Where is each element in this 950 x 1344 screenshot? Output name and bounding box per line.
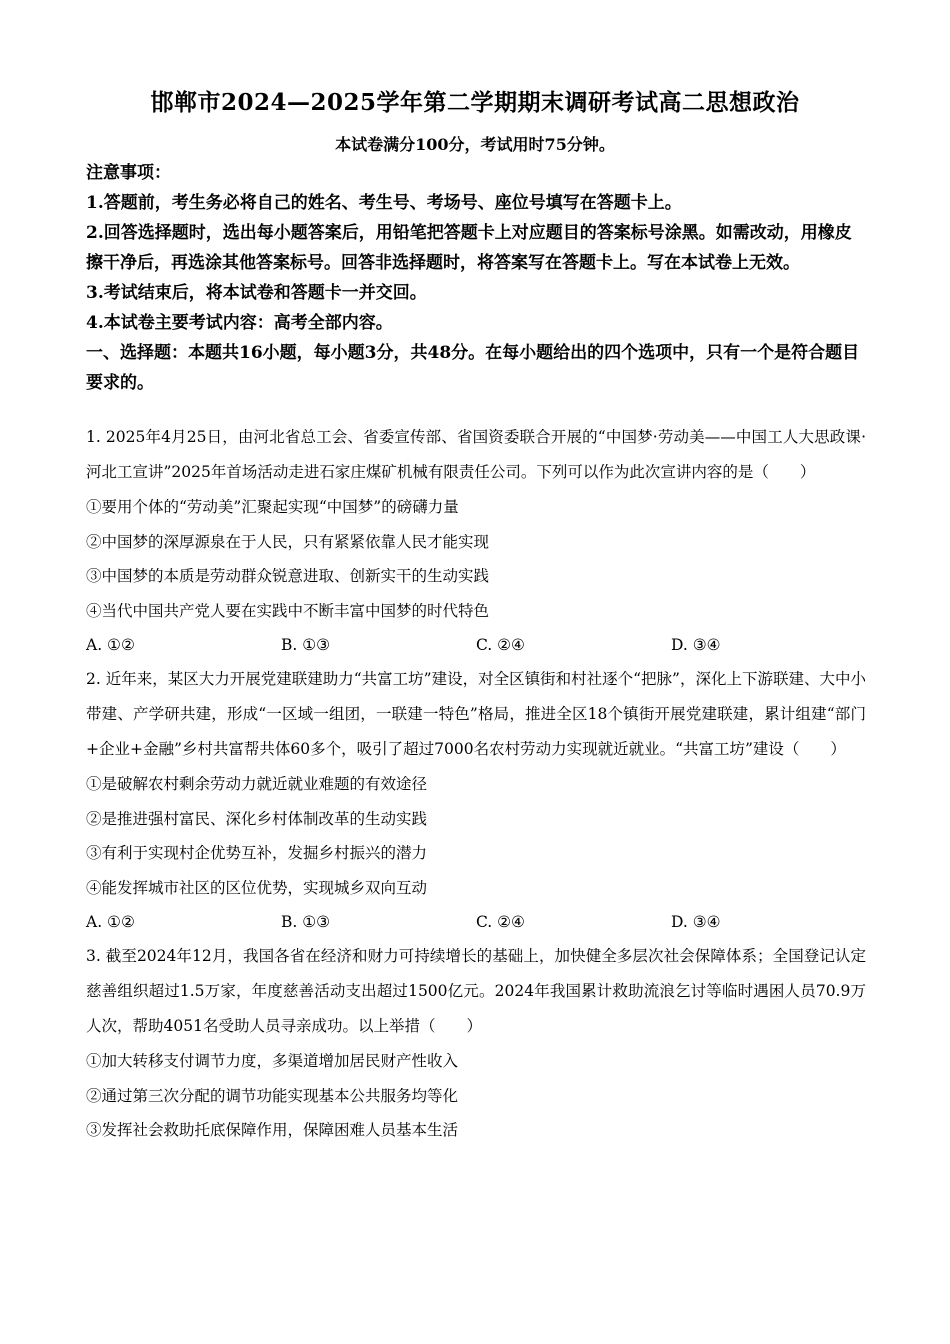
answer-choices bbox=[86, 905, 866, 939]
note-item: 2.回答选择题时，选出每小题答案后，用铅笔把答题卡上对应题目的答案标号涂黑。如需改动，用橡皮擦干净后，再选涂其他答案标号。回答非选择题时，将答案写在答题卡上。写在本试卷上无效。 bbox=[86, 223, 852, 273]
choice-b: B. ①③ bbox=[281, 636, 331, 654]
question-option: ①加大转移支付调节力度，多渠道增加居民财产性收入 bbox=[86, 1052, 459, 1070]
question-stem: 3. 截至2024年12月，我国各省在经济和财力可持续增长的基础上，加快健全多层次社会保障体系；全国登记认定慈善组织超过1.5万家，年度慈善活动支出超过1500亿元。2024年我国累计救助流浪乞讨等临时遇困人员70.9万人次，帮助4051名受助人员寻亲成功。以上举措（ ） bbox=[86, 947, 866, 1035]
note-item: 4.本试卷主要考试内容：高考全部内容。 bbox=[86, 313, 393, 333]
question-stem: 1. 2025年4月25日，由河北省总工会、省委宣传部、省国资委联合开展的“中国梦·劳动美——中国工人大思政课·河北工宣讲”2025年首场活动走进石家庄煤矿机械有限责任公司。下列可以作为此次宣讲内容的是（ ） bbox=[86, 428, 866, 481]
page-title: 邯郸市2024—2025学年第二学期期末调研考试高二思想政治 bbox=[150, 89, 800, 116]
question-2 bbox=[86, 662, 866, 939]
question-option: ③发挥社会救助托底保障作用，保障困难人员基本生活 bbox=[86, 1121, 459, 1139]
notes-heading: 注意事项： bbox=[86, 163, 171, 183]
question-stem: 2. 近年来，某区大力开展党建联建助力“共富工坊”建设，对全区镇街和村社逐个“把脉”，深化上下游联建、大中小带建、产学研共建，形成“一区域一组团，一联建一特色”格局，推进全区18个镇街开展党建联建，累计组建“部门+企业+金融”乡村共富帮共体60多个，吸引了超过7000名农村劳动力实现就近就业。“共富工坊”建设（ ） bbox=[86, 670, 866, 758]
answer-choices bbox=[86, 628, 866, 662]
question-option: ④当代中国共产党人要在实践中不断丰富中国梦的时代特色 bbox=[86, 601, 490, 620]
choice-d: D. ③④ bbox=[671, 636, 721, 654]
question-option: ④能发挥城市社区的区位优势，实现城乡双向互动 bbox=[86, 878, 428, 897]
choice-a: A. ①② bbox=[86, 913, 135, 931]
notes-section bbox=[86, 158, 866, 398]
choice-d: D. ③④ bbox=[671, 913, 721, 931]
note-item: 3.考试结束后，将本试卷和答题卡一并交回。 bbox=[86, 283, 427, 303]
choice-b: B. ①③ bbox=[281, 913, 331, 931]
question-option: ②是推进强村富民、深化乡村体制改革的生动实践 bbox=[86, 809, 428, 828]
question-option: ③中国梦的本质是劳动群众锐意进取、创新实干的生动实践 bbox=[86, 567, 490, 585]
choice-a: A. ①② bbox=[86, 636, 135, 654]
question-option: ③有利于实现村企优势互补，发掘乡村振兴的潜力 bbox=[86, 844, 428, 862]
note-item: 1.答题前，考生务必将自己的姓名、考生号、考场号、座位号填写在答题卡上。 bbox=[86, 193, 682, 213]
question-option: ①要用个体的“劳动美”汇聚起实现“中国梦”的磅礴力量 bbox=[86, 498, 459, 516]
section-heading: 一、选择题：本题共16小题，每小题3分，共48分。在每小题给出的四个选项中，只有一个是符合题目要求的。 bbox=[86, 343, 860, 393]
question-option: ①是破解农村剩余劳动力就近就业难题的有效途径 bbox=[86, 775, 428, 793]
choice-c: C. ②④ bbox=[476, 636, 525, 654]
question-option: ②中国梦的深厚源泉在于人民，只有紧紧依靠人民才能实现 bbox=[86, 532, 490, 551]
question-1 bbox=[86, 420, 866, 662]
exam-subtitle: 本试卷满分100分，考试用时75分钟。 bbox=[335, 135, 615, 154]
questions-list bbox=[86, 420, 866, 1148]
question-3 bbox=[86, 939, 866, 1148]
question-option: ②通过第三次分配的调节功能实现基本公共服务均等化 bbox=[86, 1086, 459, 1105]
choice-c: C. ②④ bbox=[476, 913, 525, 931]
